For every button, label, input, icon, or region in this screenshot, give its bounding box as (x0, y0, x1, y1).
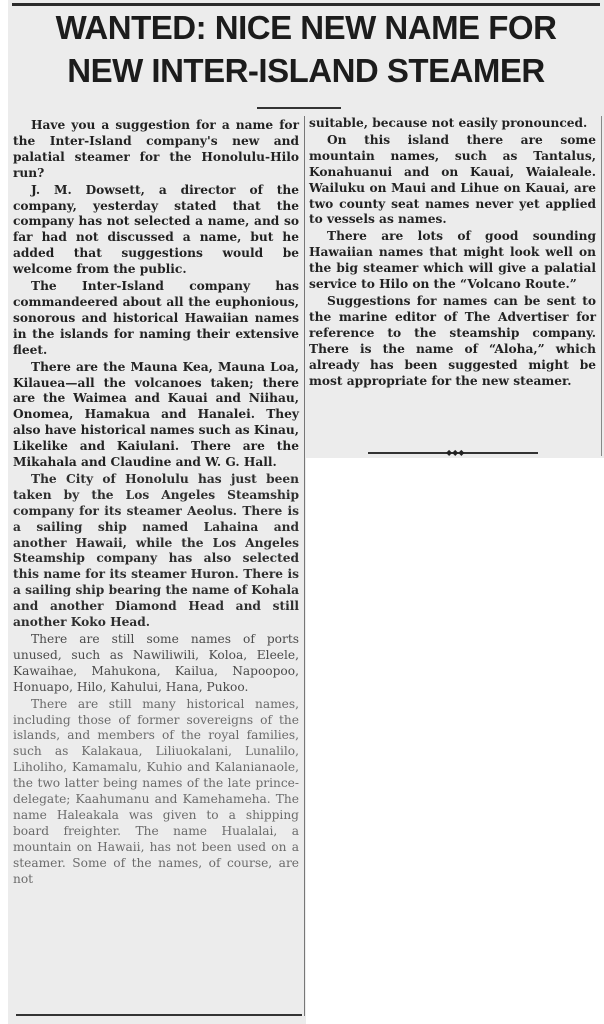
headline-line-2: NEW INTER-ISLAND STEAMER (67, 52, 545, 89)
paragraph: Suggestions for names can be sent to the marine editor of The Advertiser for reference to the steamship company. There is the name of “Aloha,” which already has been suggested might be most appropriate for the new steamer. (309, 293, 596, 388)
paragraph: The City of Honolulu has just been taken by the Los Angeles Steamship company for its steamer Aeolus. There is a sailing ship named Lahaina and another Hawaii, while the Los Angeles Steamship company has also selected this name for its steamer Huron. There is a sailing ship bearing the name of Kohala and another Diamond Head and still another Koko Head. (13, 471, 299, 630)
paragraph: There are the Mauna Kea, Mauna Loa, Kilauea—all the volcanoes taken; there are the Waimea and Kauai and Niihau, Onomea, Hamakua and Hanalei. They also have historical names such as Kinau, Likelike and Kaiulani. There are the Mikahala and Claudine and W. G. Hall. (13, 359, 299, 470)
paragraph: Have you a suggestion for a name for the Inter-Island company's new and palatial steamer for the Honolulu-Hilo run? (13, 118, 299, 180)
right-column (309, 116, 596, 390)
paragraph: There are still some names of ports unused, such as Nawiliwili, Koloa, Eleele, Kawaihae, Mahukona, Kailua, Napoopoo, Honuapo, Hilo, Kahului, Hana, Pukoo. (13, 632, 299, 694)
paragraph: There are still many historical names, including those of former sovereigns of the islands, and members of the royal families, such as Kalakaua, Liliuokalani, Lunalilo, Liholiho, Kamamalu, Kuhio and Kalanianaole, the two latter being names of the late prince-delegate; Kaahumanu and Kamehameha. The name Haleakala was given to a shipping board freighter. The name Hualalai, a mountain on Hawaii, has not been used on a steamer. Some of the names, of course, are not (13, 696, 299, 886)
headline (14, 6, 598, 92)
left-column (13, 118, 299, 889)
continuation-text: suitable, because not easily pronounced. (309, 116, 588, 130)
paragraph: On this island there are some mountain names, such as Tantalus, Konahuanui and on Kauai, Waialeale. Wailuku on Maui and Lihue on Kauai, are two county seat names never yet applied to vessels as names. (309, 132, 596, 227)
end-ornament-icon: ◆◆◆ (446, 448, 465, 457)
paragraph: J. M. Dowsett, a director of the company, yesterday stated that the company has not selected a name, and so far had not discussed a name, but he added that suggestions would be welcome from the public. (13, 182, 299, 277)
right-edge-rule (601, 116, 602, 456)
bottom-border-rule (16, 1014, 302, 1016)
headline-divider-rule (257, 107, 341, 109)
column-divider (304, 116, 305, 1016)
paragraph: There are lots of good sounding Hawaiian names that might look well on the big steamer which will give a palatial service to Hilo on the “Volcano Route.” (309, 229, 596, 292)
paragraph: The Inter-Island company has commandeered about all the euphonious, sonorous and historical Hawaiian names in the islands for naming their extensive fleet. (13, 279, 299, 357)
headline-line-1: WANTED: NICE NEW NAME FOR (55, 9, 557, 46)
